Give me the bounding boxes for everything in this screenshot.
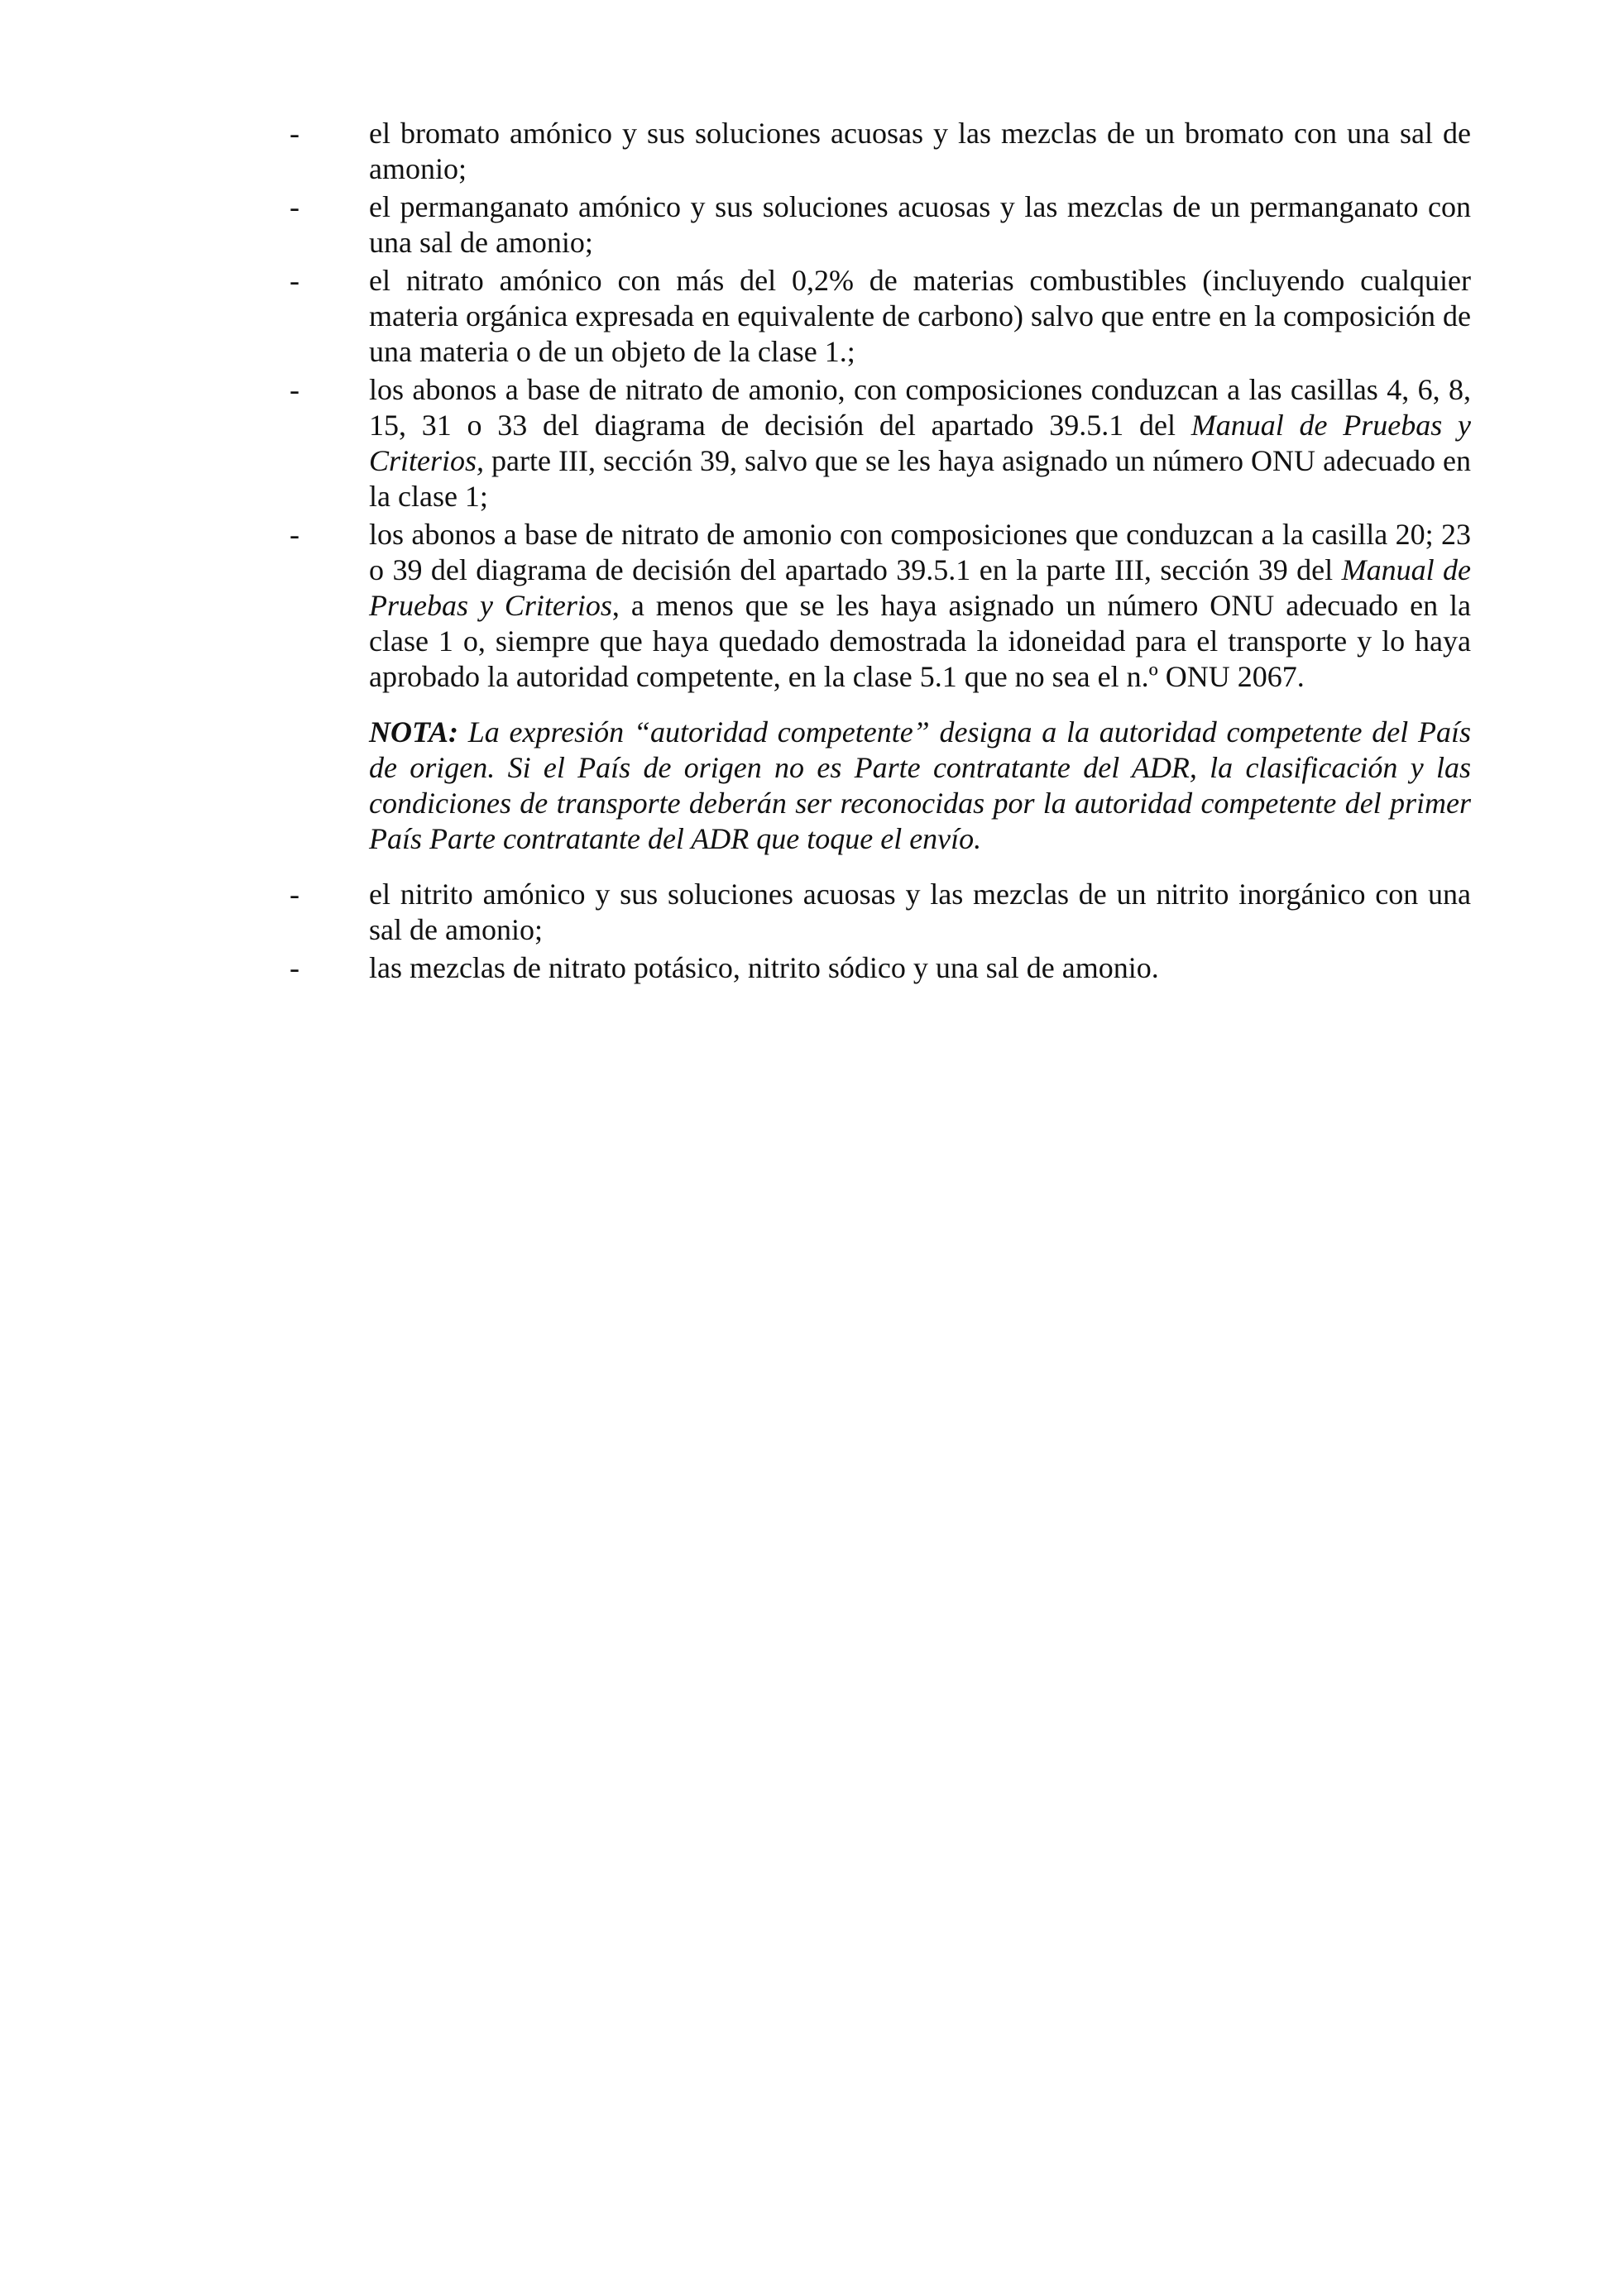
list-item [290,950,1471,986]
list-bullet: - [290,518,299,551]
list-bullet: - [290,190,299,223]
list-item-text: el permanganato amónico y sus soluciones acuosas y las mezclas de un permanganato con una sal de amonio; [369,190,1471,259]
text-segment: los abonos a base de nitrato de amonio, con composiciones conduzcan a las casillas 4, 6, 8, 15, 31 o 33 del diagrama de decisión del apartado 39.5.1 del [369,373,1471,442]
text-segment: los abonos a base de nitrato de amonio con composiciones que conduzcan a la casilla 20; 23 o 39 del diagrama de decisión del apartado 39.5.1 en la parte III, sección 39 del [369,518,1471,586]
list-item-text: las mezclas de nitrato potásico, nitrito sódico y una sal de amonio. [369,951,1159,984]
list-item-text: el nitrito amónico y sus soluciones acuosas y las mezclas de un nitrito inorgánico con una sal de amonio; [369,878,1471,946]
list-item-text: el nitrato amónico con más del 0,2% de materias combustibles (incluyendo cualquier materia orgánica expresada en equivalente de carbono) salvo que entre en la composición de una materia o de un objeto de la clase 1.; [369,264,1471,368]
list-item-text [369,372,1471,514]
list-item [290,372,1471,514]
list-item-text [369,517,1471,695]
document-body [290,116,1471,988]
list-item-text: el bromato amónico y sus soluciones acuosas y las mezclas de un bromato con una sal de amonio; [369,117,1471,185]
text-segment: , a menos que se les haya asignado un número ONU adecuado en la clase 1 o, siempre que haya quedado demostrada la idoneidad para el transporte y lo haya aprobado la autoridad competente, en la clase 5.1 que no sea el n.º ONU 2067. [369,589,1471,693]
list-bullet: - [290,117,299,150]
note-paragraph [290,715,1471,857]
note-label: NOTA: [369,715,458,749]
list-bullet: - [290,878,299,911]
list-item [290,263,1471,370]
list-item [290,189,1471,261]
manual-title-italic: Manual de Pruebas y Criterios [369,553,1472,622]
list-bullet: - [290,951,299,984]
list-bullet: - [290,373,299,406]
list-item [290,517,1471,695]
list-item [290,116,1471,187]
manual-title-italic: Manual de Pruebas y Criterios, [369,409,1471,477]
list-bullet: - [290,264,299,297]
text-segment: parte III, sección 39, salvo que se les haya asignado un número ONU adecuado en la clase 1; [369,444,1471,513]
list-item [290,877,1471,948]
note-text: La expresión “autoridad competente” designa a la autoridad competente del País de origen. Si el País de origen no es Parte contratante del ADR, la clasificación y las condiciones de transporte deberán ser reconocidas por la autoridad competente del primer País Parte contratante del ADR que toque el envío. [369,715,1471,855]
